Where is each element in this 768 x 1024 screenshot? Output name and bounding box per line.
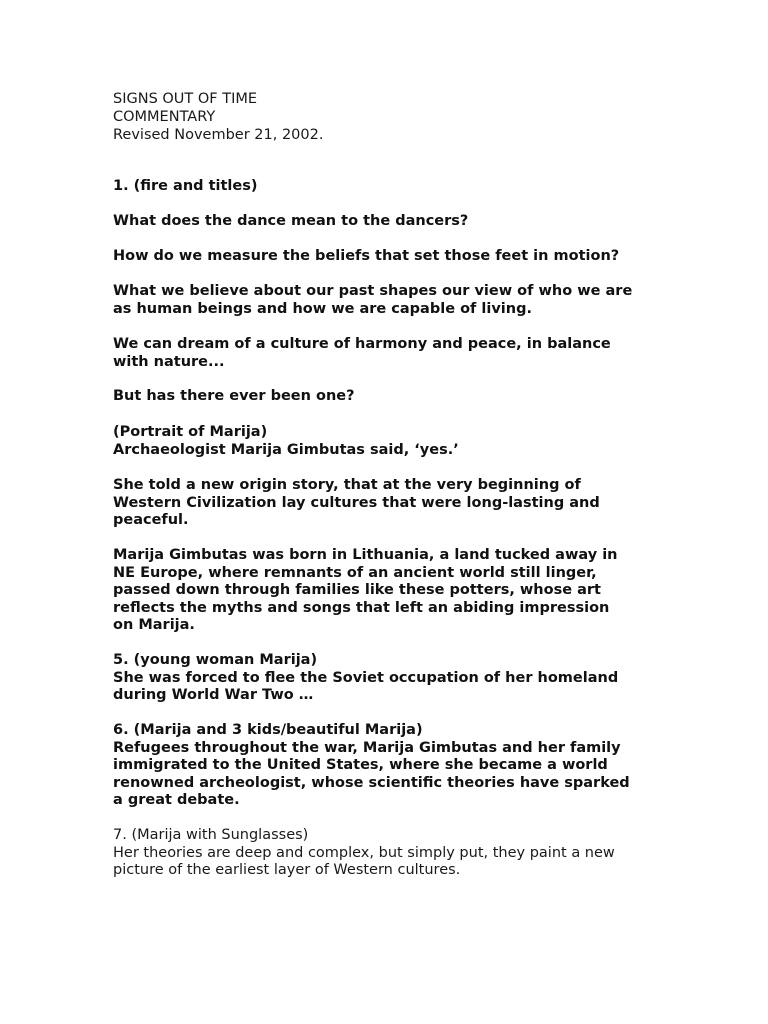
paragraph-scene-7 — [113, 827, 615, 880]
paragraph-scene-6 — [113, 722, 630, 810]
paragraph-line: Marija Gimbutas was born in Lithuania, a land tucked away in — [113, 547, 618, 563]
paragraph-line: She told a new origin story, that at the very beginning of — [113, 477, 581, 493]
paragraph-line: How do we measure the beliefs that set those feet in motion? — [113, 248, 620, 264]
paragraph-scene-5 — [113, 652, 618, 705]
paragraph-line: 7. (Marija with Sunglasses) — [113, 827, 309, 843]
paragraph — [113, 477, 600, 530]
paragraph-line: But has there ever been one? — [113, 388, 355, 404]
paragraph — [113, 547, 618, 635]
paragraph-line: (Portrait of Marija) — [113, 424, 268, 440]
paragraph-line: picture of the earliest layer of Western cultures. — [113, 862, 461, 878]
paragraph-line: renowned archeologist, whose scientific theories have sparked — [113, 774, 630, 791]
paragraph-line: What does the dance mean to the dancers? — [113, 213, 469, 229]
paragraph-line: immigrated to the United States, where she became a world — [113, 757, 608, 773]
paragraph-line: a great debate. — [113, 792, 240, 808]
paragraph — [113, 213, 468, 231]
paragraph-line: passed down through families like these potters, whose art — [113, 582, 601, 598]
paragraph-line: on Marija. — [113, 617, 195, 633]
paragraph-line: What we believe about our past shapes our view of who we are — [113, 283, 633, 299]
paragraph-line: during World War Two … — [113, 687, 314, 703]
paragraph-line: NE Europe, where remnants of an ancient world still linger, — [113, 564, 597, 581]
paragraph-line: 1. (fire and titles) — [113, 178, 258, 194]
document-subtitle: COMMENTARY — [113, 109, 216, 125]
paragraph — [113, 388, 355, 406]
paragraph-portrait — [113, 424, 459, 459]
paragraph-line: reflects the myths and songs that left an abiding impression — [113, 599, 610, 616]
paragraph-line: 6. (Marija and 3 kids/beautiful Marija) — [113, 722, 423, 738]
paragraph-line: as human beings and how we are capable of living. — [113, 300, 532, 317]
paragraph — [113, 336, 611, 371]
paragraph-scene-1 — [113, 178, 257, 196]
document-header — [113, 90, 323, 144]
paragraph — [113, 283, 632, 318]
paragraph-line: Refugees throughout the war, Marija Gimbutas and her family — [113, 739, 621, 756]
paragraph — [113, 248, 619, 266]
document-title: SIGNS OUT OF TIME — [113, 91, 258, 107]
paragraph-line: She was forced to flee the Soviet occupation of her homeland — [113, 669, 619, 686]
paragraph-line: with nature... — [113, 353, 225, 370]
paragraph-line: We can dream of a culture of harmony and peace, in balance — [113, 336, 611, 352]
paragraph-line: peaceful. — [113, 512, 189, 528]
paragraph-line: Western Civilization lay cultures that were long-lasting and — [113, 494, 600, 511]
paragraph-line: 5. (young woman Marija) — [113, 652, 318, 668]
paragraph-line: Archaeologist Marija Gimbutas said, ‘yes.’ — [113, 441, 459, 458]
revision-date: Revised November 21, 2002. — [113, 127, 324, 143]
paragraph-line: Her theories are deep and complex, but simply put, they paint a new — [113, 844, 615, 861]
